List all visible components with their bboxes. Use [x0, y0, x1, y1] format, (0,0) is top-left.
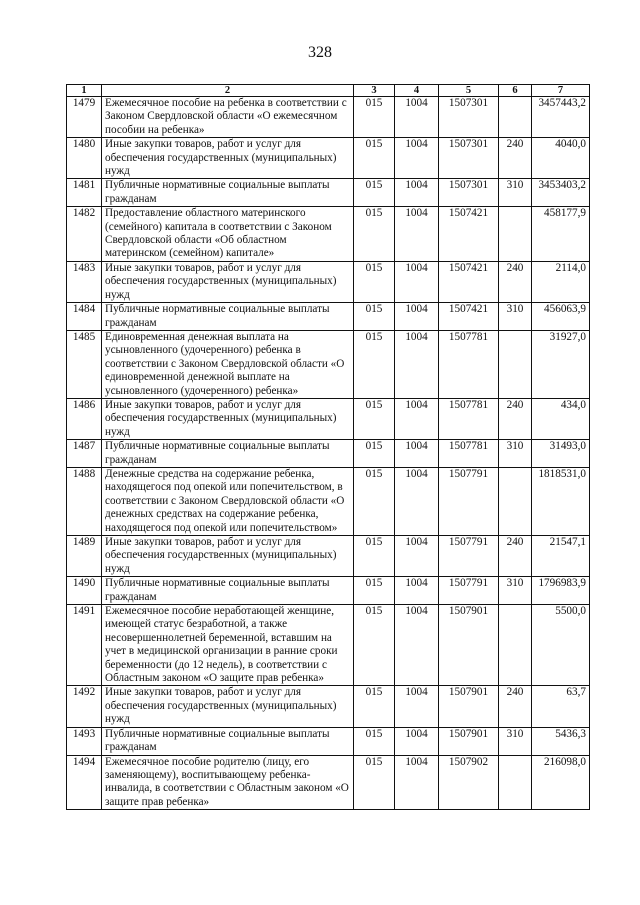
row-name: Публичные нормативные социальные выплаты гражданам	[102, 727, 354, 755]
page-number: 328	[308, 44, 332, 61]
row-amount: 4040,0	[532, 138, 590, 179]
row-number: 1480	[67, 138, 102, 179]
row-expense-type	[499, 330, 532, 398]
row-ministry-code: 015	[354, 138, 395, 179]
row-section-code: 1004	[395, 97, 439, 138]
row-number: 1481	[67, 179, 102, 207]
table-row	[67, 467, 590, 535]
row-target-article: 1507301	[439, 179, 499, 207]
row-name: Публичные нормативные социальные выплаты гражданам	[102, 179, 354, 207]
row-amount: 1796983,9	[532, 577, 590, 605]
row-number: 1492	[67, 686, 102, 727]
row-name: Иные закупки товаров, работ и услуг для обеспечения государственных (муниципальных) нужд	[102, 686, 354, 727]
table-row	[67, 179, 590, 207]
row-section-code: 1004	[395, 467, 439, 535]
row-number: 1482	[67, 207, 102, 262]
table-row	[67, 261, 590, 302]
table-row	[67, 727, 590, 755]
row-expense-type: 310	[499, 303, 532, 331]
row-name: Публичные нормативные социальные выплаты гражданам	[102, 440, 354, 468]
row-amount: 3453403,2	[532, 179, 590, 207]
table-row	[67, 755, 590, 810]
row-amount: 458177,9	[532, 207, 590, 262]
row-number: 1493	[67, 727, 102, 755]
row-section-code: 1004	[395, 536, 439, 577]
row-amount: 31493,0	[532, 440, 590, 468]
row-number: 1486	[67, 398, 102, 439]
row-ministry-code: 015	[354, 727, 395, 755]
table-row	[67, 605, 590, 686]
row-expense-type	[499, 97, 532, 138]
row-expense-type: 240	[499, 398, 532, 439]
row-section-code: 1004	[395, 303, 439, 331]
row-amount: 1818531,0	[532, 467, 590, 535]
row-expense-type	[499, 467, 532, 535]
header-cell: 2	[102, 85, 354, 97]
table-row	[67, 398, 590, 439]
row-section-code: 1004	[395, 727, 439, 755]
row-amount: 434,0	[532, 398, 590, 439]
row-section-code: 1004	[395, 261, 439, 302]
header-cell: 7	[532, 85, 590, 97]
row-amount: 5500,0	[532, 605, 590, 686]
header-cell: 1	[67, 85, 102, 97]
row-ministry-code: 015	[354, 179, 395, 207]
row-ministry-code: 015	[354, 686, 395, 727]
row-expense-type	[499, 755, 532, 810]
row-ministry-code: 015	[354, 467, 395, 535]
row-expense-type	[499, 207, 532, 262]
row-ministry-code: 015	[354, 755, 395, 810]
row-ministry-code: 015	[354, 303, 395, 331]
row-name: Публичные нормативные социальные выплаты гражданам	[102, 303, 354, 331]
row-section-code: 1004	[395, 207, 439, 262]
row-name: Иные закупки товаров, работ и услуг для обеспечения государственных (муниципальных) нужд	[102, 398, 354, 439]
row-amount: 456063,9	[532, 303, 590, 331]
row-number: 1485	[67, 330, 102, 398]
row-target-article: 1507781	[439, 398, 499, 439]
row-number: 1479	[67, 97, 102, 138]
row-expense-type	[499, 605, 532, 686]
row-ministry-code: 015	[354, 440, 395, 468]
table-row	[67, 97, 590, 138]
row-expense-type: 240	[499, 686, 532, 727]
row-number: 1489	[67, 536, 102, 577]
row-target-article: 1507902	[439, 755, 499, 810]
row-amount: 2114,0	[532, 261, 590, 302]
table-row	[67, 686, 590, 727]
table-row	[67, 536, 590, 577]
row-section-code: 1004	[395, 605, 439, 686]
row-number: 1494	[67, 755, 102, 810]
row-amount: 216098,0	[532, 755, 590, 810]
row-target-article: 1507791	[439, 536, 499, 577]
row-amount: 21547,1	[532, 536, 590, 577]
row-number: 1490	[67, 577, 102, 605]
row-ministry-code: 015	[354, 261, 395, 302]
table-row	[67, 303, 590, 331]
row-number: 1483	[67, 261, 102, 302]
row-ministry-code: 015	[354, 398, 395, 439]
row-section-code: 1004	[395, 755, 439, 810]
row-target-article: 1507421	[439, 303, 499, 331]
header-cell: 4	[395, 85, 439, 97]
header-cell: 5	[439, 85, 499, 97]
row-ministry-code: 015	[354, 207, 395, 262]
row-amount: 31927,0	[532, 330, 590, 398]
row-section-code: 1004	[395, 577, 439, 605]
header-cell: 6	[499, 85, 532, 97]
table-row	[67, 138, 590, 179]
row-target-article: 1507791	[439, 577, 499, 605]
row-name: Ежемесячное пособие на ребенка в соответствии с Законом Свердловской области «О ежемесячном пособии на ребенка»	[102, 97, 354, 138]
row-section-code: 1004	[395, 330, 439, 398]
row-expense-type: 310	[499, 727, 532, 755]
row-target-article: 1507791	[439, 467, 499, 535]
budget-table	[66, 84, 590, 810]
row-target-article: 1507301	[439, 97, 499, 138]
row-target-article: 1507781	[439, 440, 499, 468]
row-section-code: 1004	[395, 179, 439, 207]
row-target-article: 1507901	[439, 686, 499, 727]
row-name: Предоставление областного материнского (семейного) капитала в соответствии с Законом Свердловской области «Об областном материнском (семейном) капитале»	[102, 207, 354, 262]
row-name: Иные закупки товаров, работ и услуг для обеспечения государственных (муниципальных) нужд	[102, 261, 354, 302]
row-expense-type: 310	[499, 440, 532, 468]
row-section-code: 1004	[395, 138, 439, 179]
row-expense-type: 240	[499, 138, 532, 179]
header-row	[67, 85, 590, 97]
table-row	[67, 440, 590, 468]
row-section-code: 1004	[395, 398, 439, 439]
row-target-article: 1507421	[439, 207, 499, 262]
row-ministry-code: 015	[354, 605, 395, 686]
row-section-code: 1004	[395, 686, 439, 727]
row-section-code: 1004	[395, 440, 439, 468]
row-number: 1491	[67, 605, 102, 686]
row-name: Иные закупки товаров, работ и услуг для обеспечения государственных (муниципальных) нужд	[102, 536, 354, 577]
row-name: Ежемесячное пособие родителю (лицу, его заменяющему), воспитывающему ребенка-инвалида, в соответствии с Областным законом «О защите прав ребенка»	[102, 755, 354, 810]
row-ministry-code: 015	[354, 330, 395, 398]
row-number: 1487	[67, 440, 102, 468]
table-row	[67, 577, 590, 605]
row-target-article: 1507421	[439, 261, 499, 302]
table-row	[67, 207, 590, 262]
row-target-article: 1507301	[439, 138, 499, 179]
table-body	[67, 97, 590, 810]
row-amount: 3457443,2	[532, 97, 590, 138]
row-number: 1488	[67, 467, 102, 535]
row-amount: 5436,3	[532, 727, 590, 755]
row-ministry-code: 015	[354, 577, 395, 605]
row-expense-type: 310	[499, 577, 532, 605]
row-target-article: 1507901	[439, 727, 499, 755]
row-name: Ежемесячное пособие неработающей женщине, имеющей статус безработной, а также несовершеннолетней беременной, вставшим на учет в медицинской организации в ранние сроки беременности (до 12 недель), в соответствии с Областным законом «О защите прав ребенка»	[102, 605, 354, 686]
row-number: 1484	[67, 303, 102, 331]
row-expense-type: 310	[499, 179, 532, 207]
row-name: Денежные средства на содержание ребенка, находящегося под опекой или попечительством, в соответствии с Законом Свердловской области «О денежных средствах на содержание ребенка, находящегося под опекой или попечительством»	[102, 467, 354, 535]
row-target-article: 1507901	[439, 605, 499, 686]
row-ministry-code: 015	[354, 536, 395, 577]
row-ministry-code: 015	[354, 97, 395, 138]
row-name: Единовременная денежная выплата на усыновленного (удочеренного) ребенка в соответствии с Законом Свердловской области «О единовременной денежной выплате на усыновленного (удочеренного) ребенка»	[102, 330, 354, 398]
header-cell: 3	[354, 85, 395, 97]
row-target-article: 1507781	[439, 330, 499, 398]
row-name: Иные закупки товаров, работ и услуг для обеспечения государственных (муниципальных) нужд	[102, 138, 354, 179]
row-expense-type: 240	[499, 536, 532, 577]
row-expense-type: 240	[499, 261, 532, 302]
row-name: Публичные нормативные социальные выплаты гражданам	[102, 577, 354, 605]
row-amount: 63,7	[532, 686, 590, 727]
table-row	[67, 330, 590, 398]
